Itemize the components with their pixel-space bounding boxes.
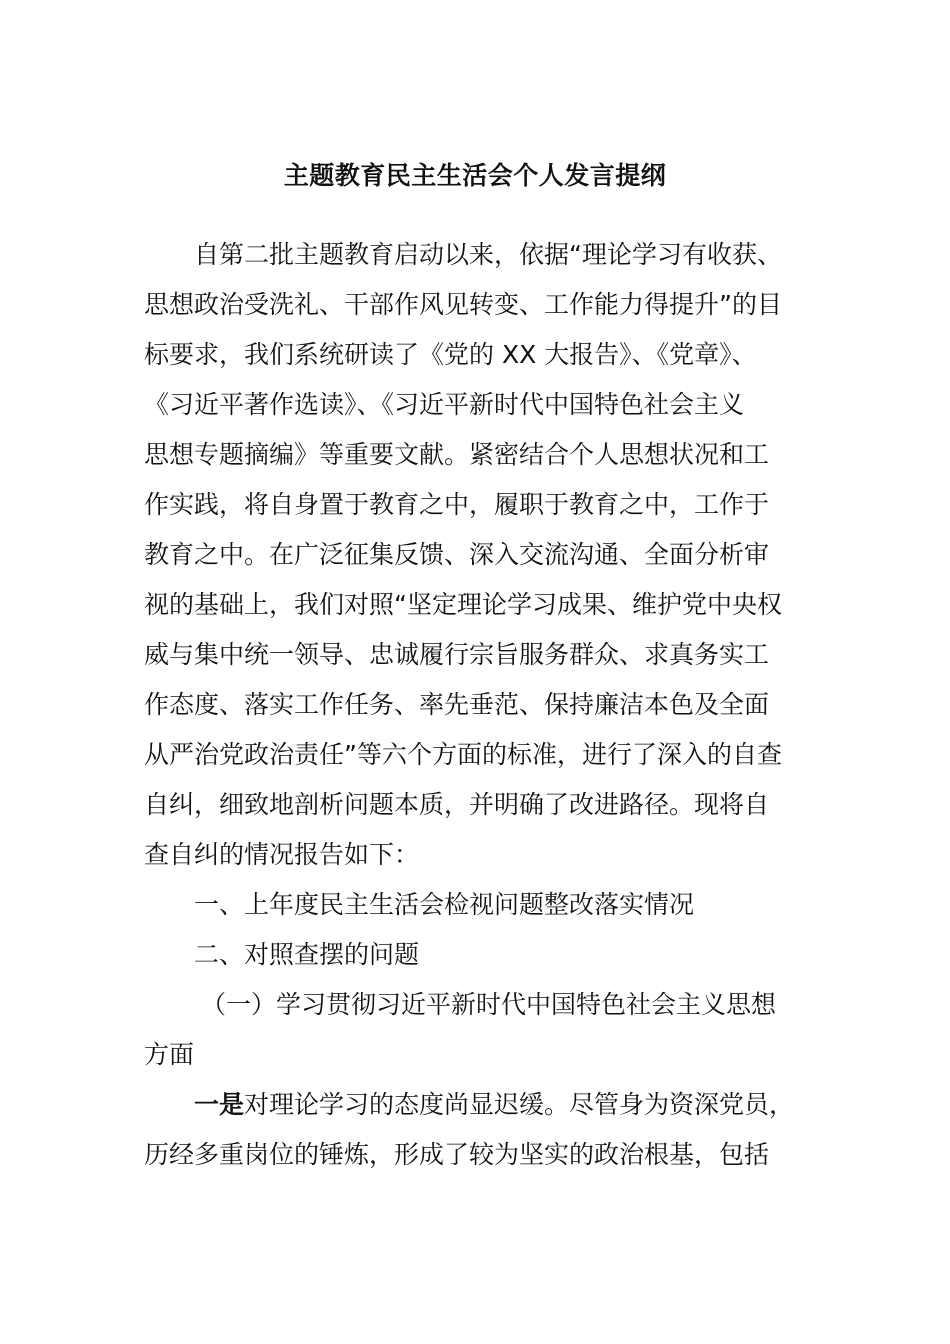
document-title: 主题教育民主生活会个人发言提纲 [283,161,667,190]
paragraph-line: 自第二批主题教育启动以来，依据“理论学习有收获、 [194,240,782,269]
paragraph-line: 思想政治受洗礼、干部作风见转变、工作能力得提升”的目 [144,290,782,319]
paragraph-line: 思想专题摘编》等重要文献。紧密结合个人思想状况和工 [144,440,770,469]
subsection-heading: （一）学习贯彻习近平新时代中国特色社会主义思想 [201,990,777,1019]
paragraph-line: 从严治党政治责任”等六个方面的标准，进行了深入的自查 [144,740,782,769]
point-one-line [144,1080,806,1130]
paragraph-line: 《习近平著作选读》、《习近平新时代中国特色社会主义 [144,390,745,419]
paragraph-line: 作态度、落实工作任务、率先垂范、保持廉洁本色及全面 [144,690,770,719]
paragraph-line: 视的基础上，我们对照“坚定理论学习成果、维护党中央权 [144,590,782,619]
paragraph-line: 查自纠的情况报告如下： [144,840,420,869]
subsection-heading-continued: 方面 [144,1040,195,1069]
point-one-text: 对理论学习的态度尚显迟缓。尽管身为资深党员， [244,1090,795,1119]
section-heading: 一、上年度民主生活会检视问题整改落实情况 [194,890,695,919]
paragraph-line: 自纠，细致地剖析问题本质，并明确了改进路径。现将自 [144,790,770,819]
paragraph-line: 作实践，将自身置于教育之中，履职于教育之中，工作于 [144,490,770,519]
section-heading: 二、对照查摆的问题 [194,940,420,969]
document-body [144,230,806,1180]
paragraph-line: 标要求，我们系统研读了《党的 XX 大报告》、《党章》、 [144,340,757,369]
paragraph-line: 威与集中统一领导、忠诚履行宗旨服务群众、求真务实工 [144,640,770,669]
paragraph-line: 教育之中。在广泛征集反馈、深入交流沟通、全面分析审 [144,540,770,569]
paragraph-line: 历经多重岗位的锤炼，形成了较为坚实的政治根基，包括 [144,1140,770,1169]
point-one-lead: 一是 [194,1090,245,1119]
